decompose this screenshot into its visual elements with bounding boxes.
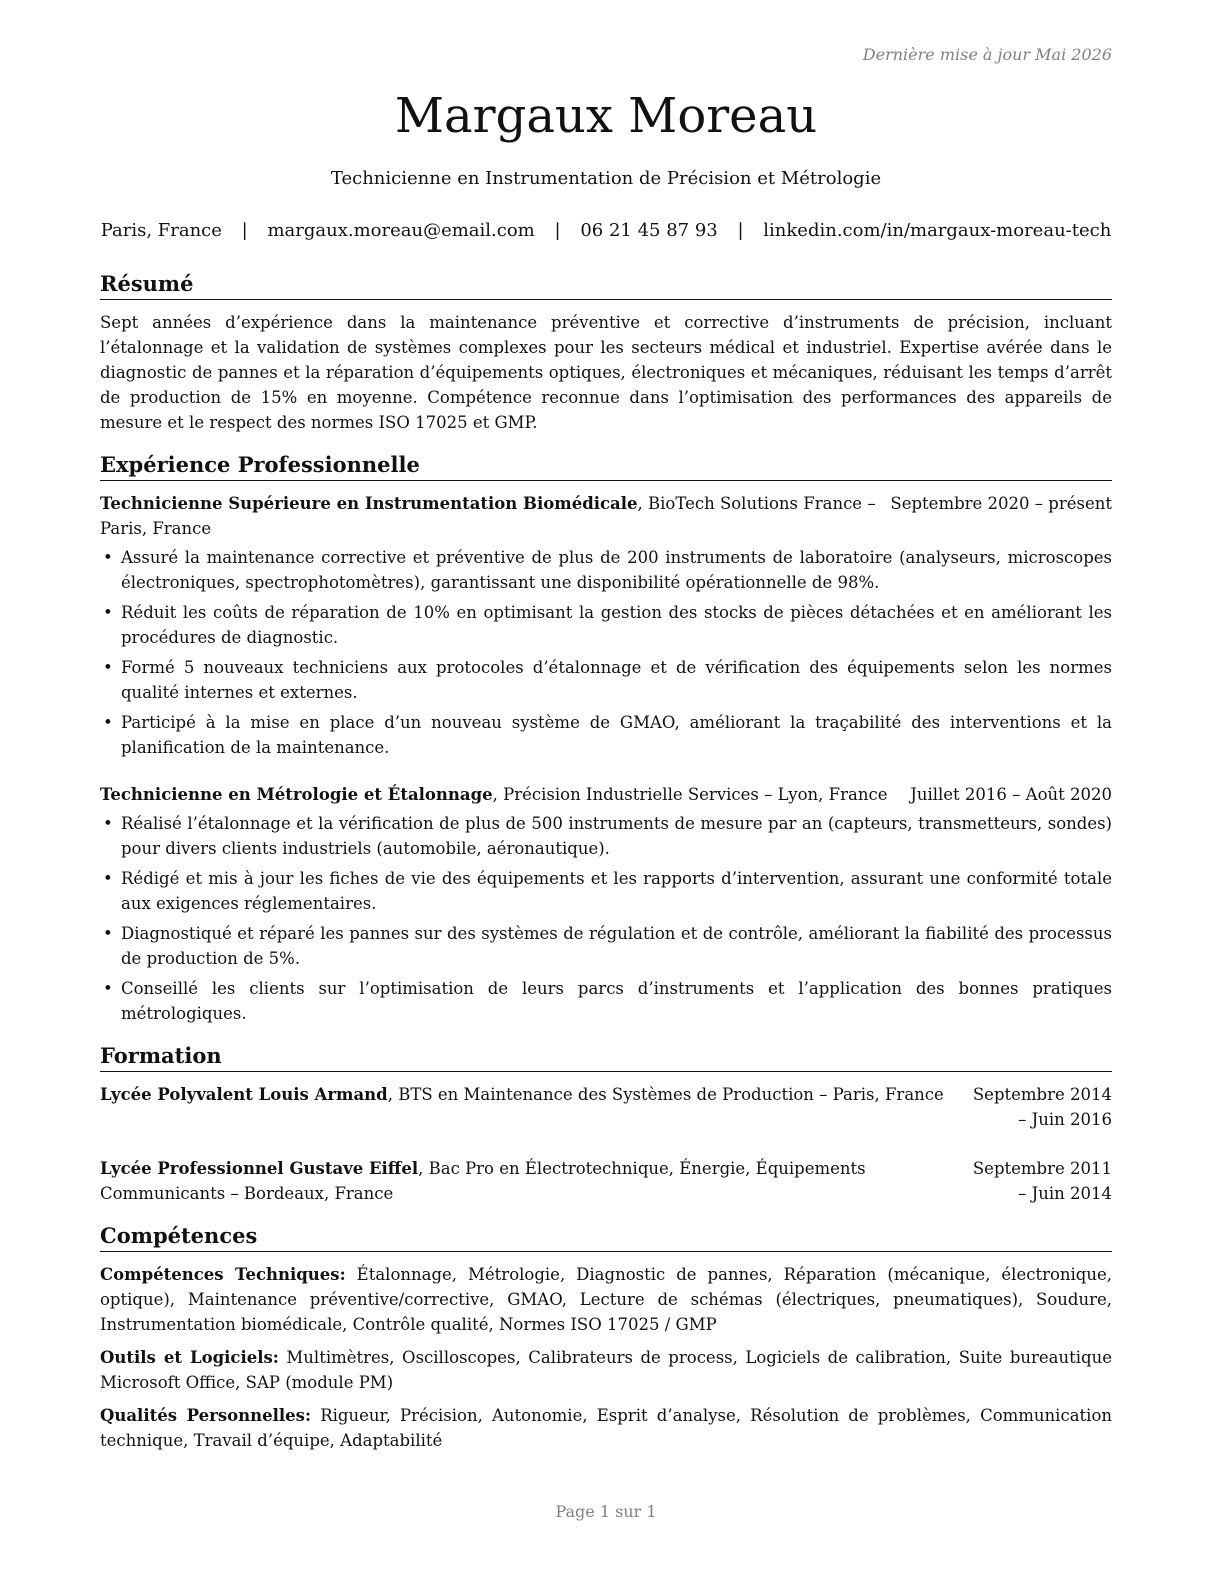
- page-number: Page 1 sur 1: [555, 1502, 657, 1521]
- education-entry: [100, 1156, 1112, 1206]
- resume-page: [100, 0, 1112, 1584]
- job-bullet: • Réduit les coûts de réparation de 10% en optimisant la gestion des stocks de pièces détachées et en améliorant les procédures de diagnostic.: [103, 603, 1112, 647]
- contact-separator: |: [554, 220, 561, 241]
- skill-group-technical: [100, 1262, 1112, 1337]
- contact-separator: |: [241, 220, 248, 241]
- experience-section: [100, 451, 1112, 1026]
- job-role: Technicienne Supérieure en Instrumentation Biomédicale: [100, 494, 638, 513]
- section-title-skills: Compétences: [100, 1222, 1112, 1252]
- job-role: Technicienne en Métrologie et Étalonnage: [100, 785, 493, 804]
- contact-linkedin[interactable]: linkedin.com/in/margaux-moreau-tech: [763, 220, 1112, 241]
- last-updated: Dernière mise à jour Mai 2026: [862, 45, 1112, 64]
- job-bullet: • Formé 5 nouveaux techniciens aux protocoles d’étalonnage et de vérification des équipements selon les normes qualité internes et externes.: [103, 658, 1112, 702]
- education-entry: [100, 1082, 1112, 1132]
- section-title-education: Formation: [100, 1042, 1112, 1072]
- job-entry: [100, 491, 1112, 760]
- job-dates: Septembre 2020 – présent: [890, 494, 1112, 513]
- candidate-name: Margaux Moreau: [394, 88, 818, 144]
- job-bullet: • Diagnostiqué et réparé les pannes sur des systèmes de régulation et de contrôle, améliorant la fiabilité des processus de production de 5%.: [103, 924, 1112, 968]
- education-school: Lycée Polyvalent Louis Armand: [100, 1085, 388, 1104]
- job-company: , Précision Industrielle Services – Lyon, France: [492, 785, 888, 804]
- skill-label: Outils et Logiciels:: [100, 1348, 279, 1367]
- resume-content: [100, 270, 1112, 1469]
- job-entry: [100, 782, 1112, 1026]
- education-school: Lycée Professionnel Gustave Eiffel: [100, 1159, 419, 1178]
- job-bullet: • Assuré la maintenance corrective et préventive de plus de 200 instruments de laboratoire (analyseurs, microscopes électroniques, spectrophotomètres), garantissant une disponibilité opérationnelle de 98%.: [103, 548, 1112, 592]
- job-bullet: • Rédigé et mis à jour les fiches de vie des équipements et les rapports d’intervention, assurant une conformité totale aux exigences réglementaires.: [103, 869, 1112, 913]
- summary-section: [100, 270, 1112, 435]
- job-company: , BioTech Solutions France – Paris, France: [100, 494, 876, 538]
- summary-text: Sept années d’expérience dans la maintenance préventive et corrective d’instruments de précision, incluant l’étalonnage et la validation de systèmes complexes pour les secteurs médical et industriel. Expertise avérée dans le diagnostic de pannes et la réparation d’équipements optiques, électroniques et mécaniques, réduisant les temps d’arrêt de production de 15% en moyenne. Compétence reconnue dans l’optimisation des performances des appareils de mesure et le respect des normes ISO 17025 et GMP.: [100, 313, 1112, 432]
- job-dates: Juillet 2016 – Août 2020: [910, 785, 1112, 804]
- job-header: [100, 782, 1112, 807]
- skills-section: [100, 1222, 1112, 1453]
- job-bullets: [100, 811, 1112, 1026]
- contact-phone: 06 21 45 87 93: [580, 220, 718, 241]
- education-detail: , BTS en Maintenance des Systèmes de Production – Paris, France: [387, 1085, 944, 1104]
- skill-text: Rigueur, Précision, Autonomie, Esprit d’analyse, Résolution de problèmes, Communication technique, Travail d’équipe, Adaptabilité: [100, 1406, 1113, 1450]
- job-bullets: [100, 545, 1112, 760]
- contact-location: Paris, France: [100, 220, 222, 241]
- skill-text: Étalonnage, Métrologie, Diagnostic de pannes, Réparation (mécanique, électronique, optique), Maintenance préventive/corrective, GMAO, Lecture de schémas (électriques, pneumatiques), Soudure, Instrumentation biomédicale, Contrôle qualité, Normes ISO 17025 / GMP: [100, 1265, 1112, 1334]
- contact-line: [100, 220, 1112, 241]
- contact-email[interactable]: margaux.moreau@email.com: [267, 220, 535, 241]
- skill-label: Compétences Techniques:: [100, 1265, 346, 1284]
- section-title-experience: Expérience Professionnelle: [100, 451, 1112, 481]
- job-header: [100, 491, 1112, 541]
- skill-label: Qualités Personnelles:: [100, 1406, 312, 1425]
- education-dates: Septembre 2014 – Juin 2016: [972, 1085, 1112, 1129]
- education-detail: , Bac Pro en Électrotechnique, Énergie, Équipements Communicants – Bordeaux, France: [100, 1159, 866, 1203]
- skill-text: Multimètres, Oscilloscopes, Calibrateurs de process, Logiciels de calibration, Suite bureautique Microsoft Office, SAP (module PM): [100, 1348, 1112, 1392]
- job-bullet: • Conseillé les clients sur l’optimisation de leurs parcs d’instruments et l’application des bonnes pratiques métrologiques.: [103, 979, 1112, 1023]
- job-bullet: • Participé à la mise en place d’un nouveau système de GMAO, améliorant la traçabilité des interventions et la planification de la maintenance.: [103, 713, 1112, 757]
- candidate-title: Technicienne en Instrumentation de Précision et Métrologie: [330, 168, 882, 189]
- section-title-summary: Résumé: [100, 270, 1112, 300]
- job-bullet: • Réalisé l’étalonnage et la vérification de plus de 500 instruments de mesure par an (capteurs, transmetteurs, sondes) pour divers clients industriels (automobile, aéronautique).: [103, 814, 1112, 858]
- education-dates: Septembre 2011 – Juin 2014: [972, 1159, 1112, 1203]
- contact-separator: |: [737, 220, 744, 241]
- skill-group-personal: [100, 1403, 1112, 1453]
- skill-group-tools: [100, 1345, 1112, 1395]
- education-section: [100, 1042, 1112, 1206]
